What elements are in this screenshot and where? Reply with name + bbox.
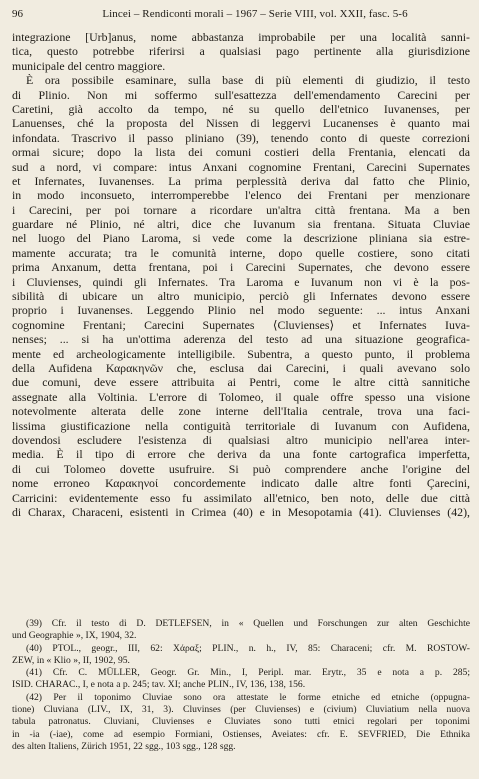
footnote-line: des alten Italiens, Zürich 1951, 22 sgg., 103 sgg., 128 sgg. — [12, 740, 236, 752]
body-line: notevolmente alterata delle zone interne dell'Italia centrale, trova una faci- — [12, 404, 470, 419]
footnote-line: in -ia (-iae), come ad esempio Formiani, Ostienses, Aveiates: cfr. E. SEVFRIED, Die Ethnika — [12, 728, 470, 740]
footnote-line: tione) Cluviana (LIV., IX, 31, 3). Cluvinses (per Cluvienses) e (civium) Cluviatium nella nuova — [12, 704, 470, 716]
body-line: prima Anxanum, detta frentana, poi i Carecini Supernates, che devono essere — [12, 260, 470, 275]
body-line: proprio i Iuvanenses. Leggendo Plinio nel modo seguente: ... intus Anxani — [12, 303, 470, 318]
body-line: nenses; ... si ha un'ottima aderenza del testo ad una situazione geografica- — [12, 332, 470, 347]
body-line: di cui Tolomeo dovette usufruire. Si può comprendere anche l'origine del — [12, 461, 470, 476]
body-line: media. È il tipo di errore che deriva da una fonte cartografica imperfetta, — [12, 447, 470, 462]
body-line: i Cluvienses, quindi gli Infernates. Tra Laroma e Iuvanum non vi è la pos- — [12, 274, 470, 289]
body-line: nel luogo del Piano Laroma, si vede come la descrizione pliniana sia estre- — [12, 231, 470, 246]
footnote-line: ISID. CHARAC., I, e nota a p. 245; tav. XI; anche PLIN., IV, 136, 138, 156. — [12, 679, 306, 691]
footnote-line: (40) PTOL., geogr., III, 62: Χάραξ; PLIN., n. h., IV, 85: Characeni; cfr. M. ROSTOW- — [26, 642, 470, 654]
footnote-line: ZEW, in « Klio », II, 1902, 95. — [12, 654, 130, 666]
body-line: Caretini, già accolto da tempo, né su quello dell'etnico Iuvanenses, per — [12, 101, 470, 116]
footnote-line: und Geographie », IX, 1904, 32. — [12, 630, 137, 642]
body-line: di Plinio. Non mi soffermo sull'esattezza dell'emendamento Carecini per — [12, 87, 470, 102]
body-line: sud a nord, vi compare: intus Anxani cognomine Frentani, Carecini Supernates — [12, 159, 470, 174]
footnotes — [12, 618, 470, 753]
body-line: tica, questo potrebbe riferirsi a qualsiasi pago pertinente alla giurisdizione — [12, 44, 470, 59]
body-line: mente ed archeologicamente intelligibile. Subentra, a questo punto, il problema — [12, 346, 470, 361]
body-line: cognomine Frentani; Carecini Supernates ⟨Cluvienses⟩ et Infernates Iuva- — [12, 317, 470, 332]
body-line: dovendosi escludere l'esistenza di qualsiasi altro municipio nell'area inter- — [12, 432, 470, 447]
body-line: È ora possibile esaminare, sulla base di più elementi di giudizio, il testo — [26, 73, 470, 88]
body-line: due comuni, deve essere attribuita ai Pentri, come le altre città sannitiche — [12, 375, 470, 390]
body-line: di Charax, Characeni, esistenti in Crimea (40) e in Mesopotamia (41). Cluvienses (42), — [12, 504, 470, 519]
body-line: i Carecini, per poi tornare a ricordare un'altra città frentana. Ma a ben — [12, 202, 470, 217]
body-line: ormai sicure; dopo la lista dei comuni costieri della Frentania, elencati da — [12, 145, 470, 160]
page-number: 96 — [12, 8, 23, 20]
body-line: in modo inconsueto, interromperebbe l'elenco dei Frentani per menzionare — [12, 188, 470, 203]
footnote-line: (39) Cfr. il testo di D. DETLEFSEN, in « Quellen und Forschungen zur alten Geschichte — [26, 618, 470, 629]
body-line: guardare né Plinio, né altri, dice che Iuvanum sia frentana. Situata Cluviae — [12, 217, 470, 232]
body-line: assegnate alla Voltinia. L'errore di Tolomeo, il quale offre spesso una visione — [12, 389, 470, 404]
footnote-line: (42) Per il toponimo Cluviae sono ora attestate le forme etniche ed etniche (oppugna- — [26, 691, 470, 703]
body-line: lissima giustificazione nella contiguità territoriale di Iuvanum con Aufidena, — [12, 418, 470, 433]
body-text — [12, 30, 470, 519]
body-line: sibilità di ubicare un altro municipio, perciò gli Infernates devono essere — [12, 289, 470, 304]
footnote-line: tabula patronatus. Cluviani, Cluvienses e Cluviates sono tutti etnici regolari per toponimi — [12, 716, 470, 728]
body-line: mamente accurata; tra le comunità interne, dopo quelle costiere, sono citati — [12, 245, 470, 260]
body-line: municipale del centro maggiore. — [12, 58, 166, 73]
body-line: et Infernates, Iuvanenses. La prima perplessità deriva dal fatto che Plinio, — [12, 173, 470, 188]
body-line: integrazione [Urb]anus, nome abbastanza improbabile per una località sanni- — [12, 30, 470, 44]
body-line: della Aufidena Καρακηνῶν che, esclusa dai Carecini, i quali avevano solo — [12, 360, 470, 375]
body-line: infondata. Trascrivo il passo pliniano (39), tenendo conto di queste correzioni — [12, 130, 470, 145]
body-line: Lanuenses, ché la proposta del Nissen di leggervi Lucanenses è quanto mai — [12, 116, 470, 131]
footnote-line: (41) Cfr. C. MÜLLER, Geogr. Gr. Min., I, Peripl. mar. Erytr., 35 e nota a p. 285; — [26, 667, 470, 679]
body-line: nome erroneo Καρακηνοί concordemente indicato dalle altre fonti Çarecini, — [12, 476, 470, 491]
page-header — [12, 8, 470, 24]
running-title: Lincei – Rendiconti morali – 1967 – Serie VIII, vol. XXII, fasc. 5-6 — [102, 8, 408, 20]
body-line: Carricini: evidentemente esso fu assimilato all'etnico, ben noto, delle due città — [12, 490, 470, 505]
